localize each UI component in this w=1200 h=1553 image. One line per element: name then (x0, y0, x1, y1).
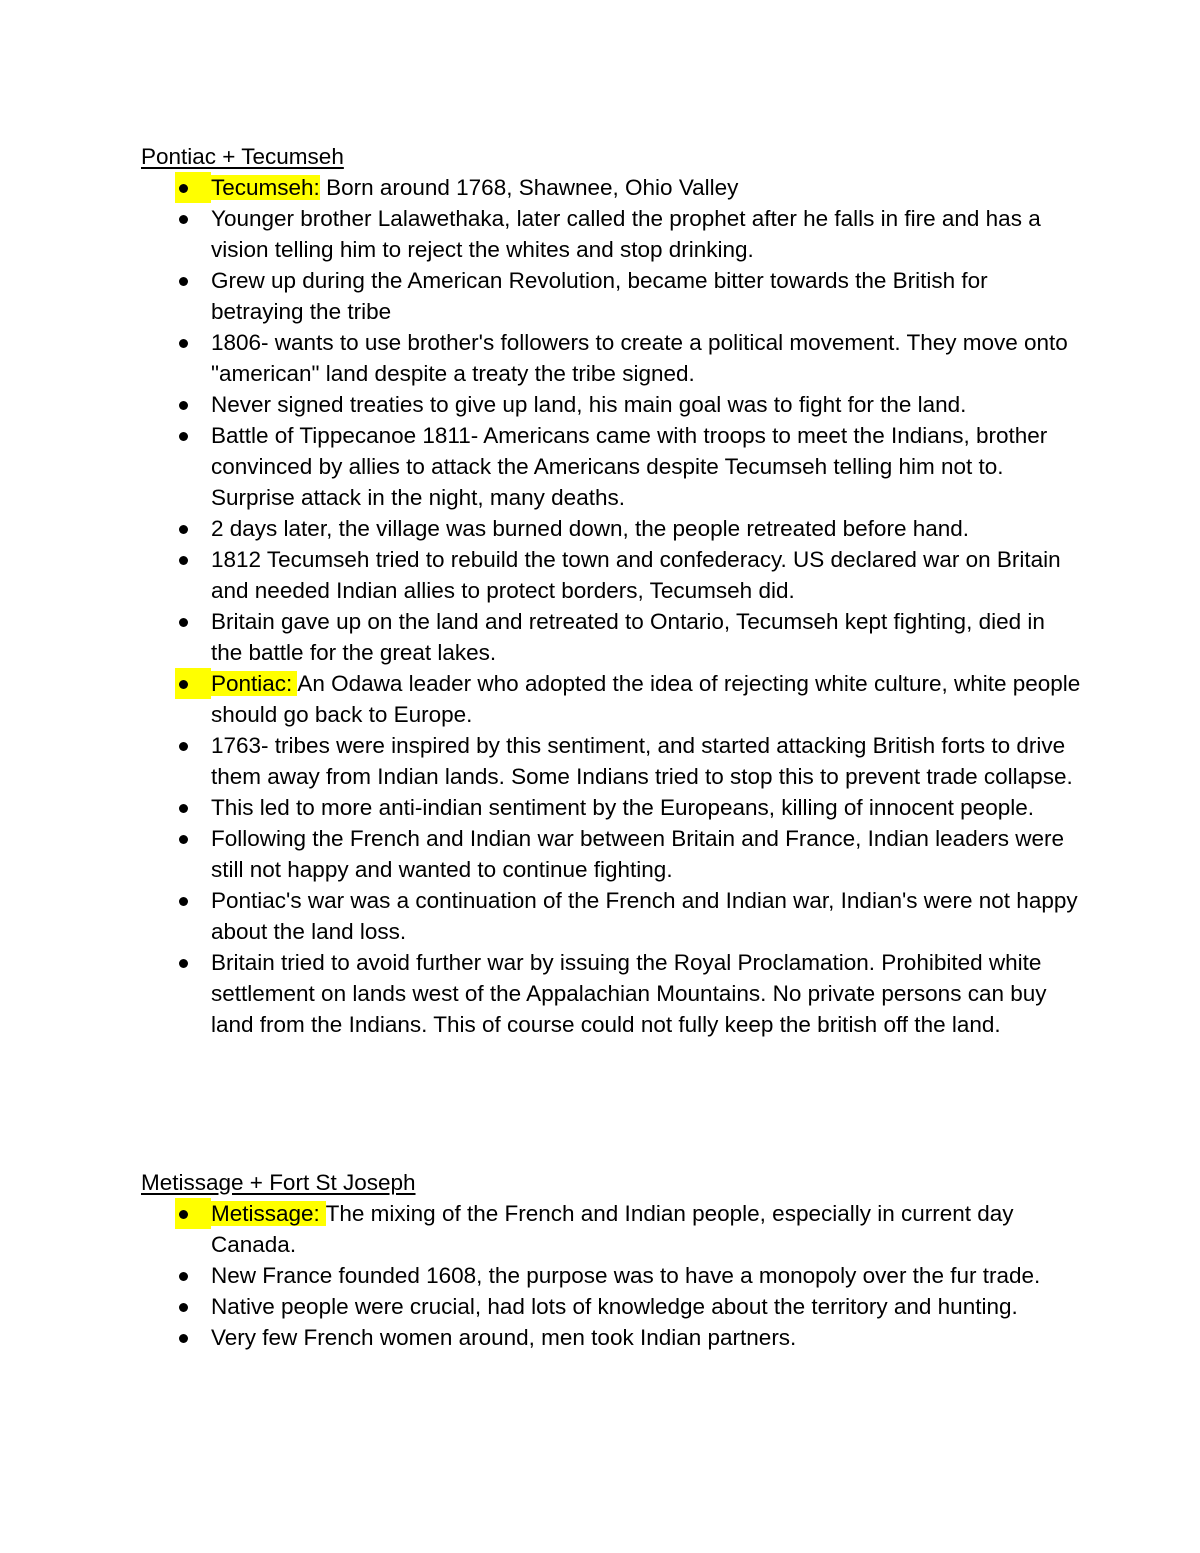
item-text: An Odawa leader who adopted the idea of rejecting white culture, white people should go back to Europe. (211, 671, 1081, 727)
list-item (141, 420, 1081, 513)
list-item (141, 1291, 1081, 1322)
item-text: Following the French and Indian war between Britain and France, Indian leaders were still not happy and wanted to continue fighting. (211, 826, 1064, 882)
bullet-icon (179, 339, 188, 348)
bullet-list (141, 172, 1081, 1040)
bullet-icon (179, 1272, 188, 1281)
bullet-icon (179, 742, 188, 751)
bullet-icon (179, 835, 188, 844)
item-text: New France founded 1608, the purpose was to have a monopoly over the fur trade. (211, 1263, 1041, 1288)
bullet-list (141, 1198, 1081, 1353)
list-item (141, 668, 1081, 730)
section-metissage-fort-st-joseph (141, 1167, 1081, 1353)
bullet-icon (179, 618, 188, 627)
bullet-icon (179, 1210, 188, 1219)
item-text: Britain gave up on the land and retreated to Ontario, Tecumseh kept fighting, died in the battle for the great lakes. (211, 609, 1045, 665)
highlighted-term: Metissage: (211, 1201, 326, 1226)
bullet-icon (179, 401, 188, 410)
item-text: Born around 1768, Shawnee, Ohio Valley (319, 175, 739, 200)
item-text: Younger brother Lalawethaka, later called the prophet after he falls in fire and has a vision telling him to reject the whites and stop drinking. (211, 206, 1041, 262)
list-item (141, 730, 1081, 792)
highlighted-term: Pontiac: (211, 671, 298, 696)
bullet-icon (179, 277, 188, 286)
section-pontiac-tecumseh (141, 141, 1081, 1040)
list-item (141, 947, 1081, 1040)
item-text: 1812 Tecumseh tried to rebuild the town and confederacy. US declared war on Britain and needed Indian allies to protect borders, Tecumseh did. (211, 547, 1061, 603)
item-text: Grew up during the American Revolution, became bitter towards the British for betraying the tribe (211, 268, 988, 324)
item-text: Britain tried to avoid further war by issuing the Royal Proclamation. Prohibited white settlement on lands west of the Appalachian Mountains. No private persons can buy land from the Indians. This of course could not fully keep the british off the land. (211, 950, 1047, 1037)
bullet-icon (179, 556, 188, 565)
item-text: The mixing of the French and Indian people, especially in current day Canada. (211, 1201, 1014, 1257)
list-item (141, 327, 1081, 389)
bullet-icon (179, 215, 188, 224)
bullet-icon (179, 1334, 188, 1343)
item-text: This led to more anti-indian sentiment by the Europeans, killing of innocent people. (211, 795, 1034, 820)
bullet-icon (179, 1303, 188, 1312)
list-item (141, 203, 1081, 265)
list-item (141, 823, 1081, 885)
item-text: 1806- wants to use brother's followers to create a political movement. They move onto "american" land despite a treaty the tribe signed. (211, 330, 1068, 386)
bullet-icon (179, 184, 188, 193)
list-item (141, 544, 1081, 606)
bullet-icon (179, 897, 188, 906)
list-item (141, 885, 1081, 947)
bullet-icon (179, 959, 188, 968)
list-item (141, 1260, 1081, 1291)
bullet-icon (179, 432, 188, 441)
list-item (141, 792, 1081, 823)
bullet-icon (179, 680, 188, 689)
list-item (141, 389, 1081, 420)
item-text: 1763- tribes were inspired by this sentiment, and started attacking British forts to drive them away from Indian lands. Some Indians tried to stop this to prevent trade collapse. (211, 733, 1073, 789)
item-text: Pontiac's war was a continuation of the French and Indian war, Indian's were not happy about the land loss. (211, 888, 1078, 944)
highlighted-term: Tecumseh: (211, 175, 320, 200)
list-item (141, 513, 1081, 544)
item-text: Battle of Tippecanoe 1811- Americans came with troops to meet the Indians, brother convinced by allies to attack the Americans despite Tecumseh telling him not to. Surprise attack in the night, many deaths. (211, 423, 1048, 510)
section-heading: Metissage + Fort St Joseph (141, 1170, 416, 1195)
item-text: 2 days later, the village was burned down, the people retreated before hand. (211, 516, 970, 541)
item-text: Native people were crucial, had lots of knowledge about the territory and hunting. (211, 1294, 1018, 1319)
section-heading: Pontiac + Tecumseh (141, 144, 344, 169)
item-text: Never signed treaties to give up land, his main goal was to fight for the land. (211, 392, 967, 417)
list-item (141, 1322, 1081, 1353)
list-item (141, 606, 1081, 668)
list-item (141, 1198, 1081, 1260)
item-text: Very few French women around, men took Indian partners. (211, 1325, 797, 1350)
list-item (141, 172, 1081, 203)
bullet-icon (179, 525, 188, 534)
bullet-icon (179, 804, 188, 813)
list-item (141, 265, 1081, 327)
